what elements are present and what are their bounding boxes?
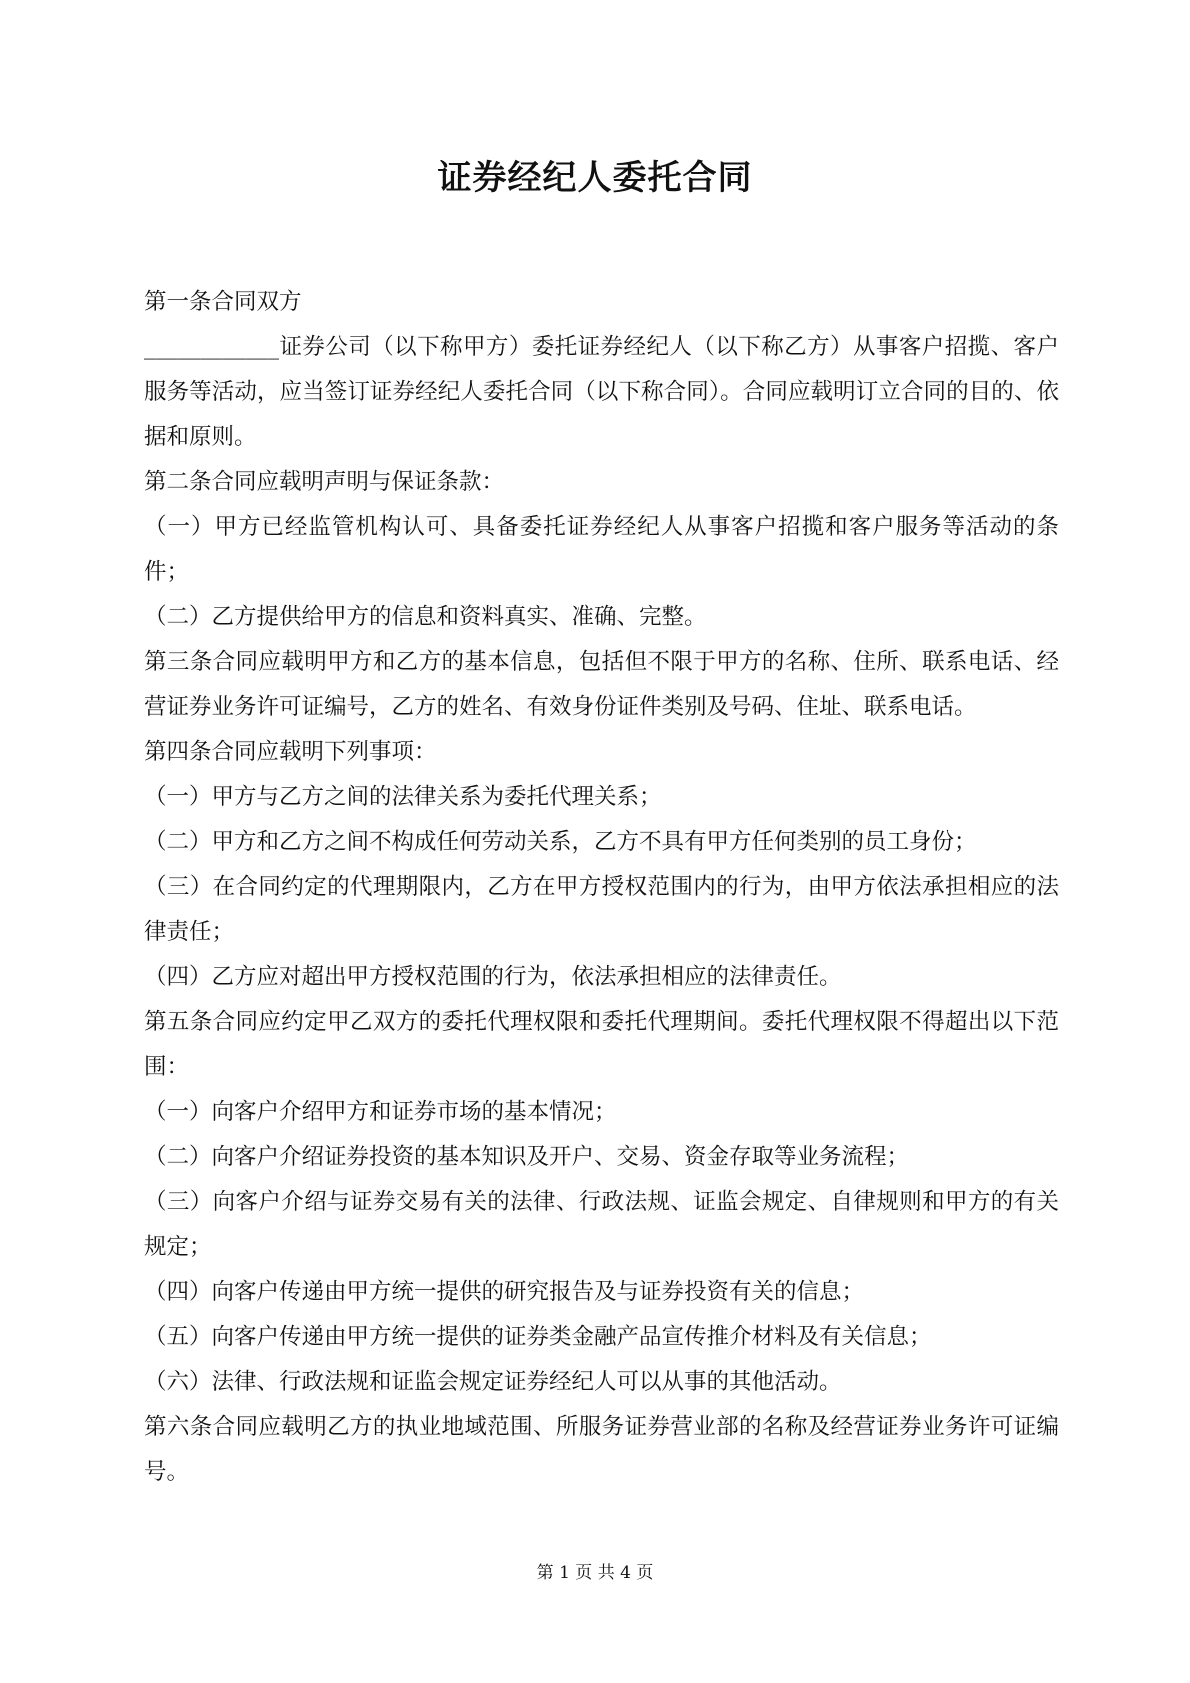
paragraph-article-5-item-3: （三）向客户介绍与证券交易有关的法律、行政法规、证监会规定、自律规则和甲方的有关规定； [144, 1189, 1059, 1260]
paragraph-article-3: 第三条合同应载明甲方和乙方的基本信息，包括但不限于甲方的名称、住所、联系电话、经营证券业务许可证编号，乙方的姓名、有效身份证件类别及号码、住址、联系电话。 [144, 649, 1059, 720]
paragraph-article-5-item-1: （一）向客户介绍甲方和证券市场的基本情况； [144, 1099, 617, 1125]
paragraph-article-4-item-3: （三）在合同约定的代理期限内，乙方在甲方授权范围内的行为，由甲方依法承担相应的法律责任； [144, 874, 1059, 945]
page-number-footer: 第 1 页 共 4 页 [536, 1563, 654, 1583]
paragraph-article-4-item-4: （四）乙方应对超出甲方授权范围的行为，依法承担相应的法律责任。 [144, 964, 842, 990]
document-title: 证券经纪人委托合同 [437, 158, 753, 198]
paragraph-article-4-item-1: （一）甲方与乙方之间的法律关系为委托代理关系； [144, 784, 662, 810]
paragraph-article-2-heading: 第二条合同应载明声明与保证条款： [144, 469, 505, 495]
paragraph-article-5-item-2: （二）向客户介绍证券投资的基本知识及开户、交易、资金存取等业务流程； [144, 1144, 910, 1170]
paragraph-article-1-text: ____________证券公司（以下称甲方）委托证券经纪人（以下称乙方）从事客户招揽、客户服务等活动，应当签订证券经纪人委托合同（以下称合同）。合同应载明订立合同的目的、依据和原则。 [144, 334, 1059, 450]
paragraph-article-1-heading: 第一条合同双方 [144, 289, 302, 315]
paragraph-article-6: 第六条合同应载明乙方的执业地域范围、所服务证券营业部的名称及经营证券业务许可证编号。 [144, 1414, 1059, 1485]
document-body [144, 280, 1059, 1495]
paragraph-article-5-item-5: （五）向客户传递由甲方统一提供的证券类金融产品宣传推介材料及有关信息； [144, 1324, 932, 1350]
paragraph-article-2-item-1: （一）甲方已经监管机构认可、具备委托证券经纪人从事客户招揽和客户服务等活动的条件； [144, 514, 1059, 585]
paragraph-article-2-item-2: （二）乙方提供给甲方的信息和资料真实、准确、完整。 [144, 604, 707, 630]
paragraph-article-4-heading: 第四条合同应载明下列事项： [144, 739, 437, 765]
paragraph-article-5-item-6: （六）法律、行政法规和证监会规定证券经纪人可以从事的其他活动。 [144, 1369, 842, 1395]
paragraph-article-5-item-4: （四）向客户传递由甲方统一提供的研究报告及与证券投资有关的信息； [144, 1279, 865, 1305]
paragraph-article-4-item-2: （二）甲方和乙方之间不构成任何劳动关系，乙方不具有甲方任何类别的员工身份； [144, 829, 977, 855]
paragraph-article-5-heading: 第五条合同应约定甲乙双方的委托代理权限和委托代理期间。委托代理权限不得超出以下范围： [144, 1009, 1059, 1080]
